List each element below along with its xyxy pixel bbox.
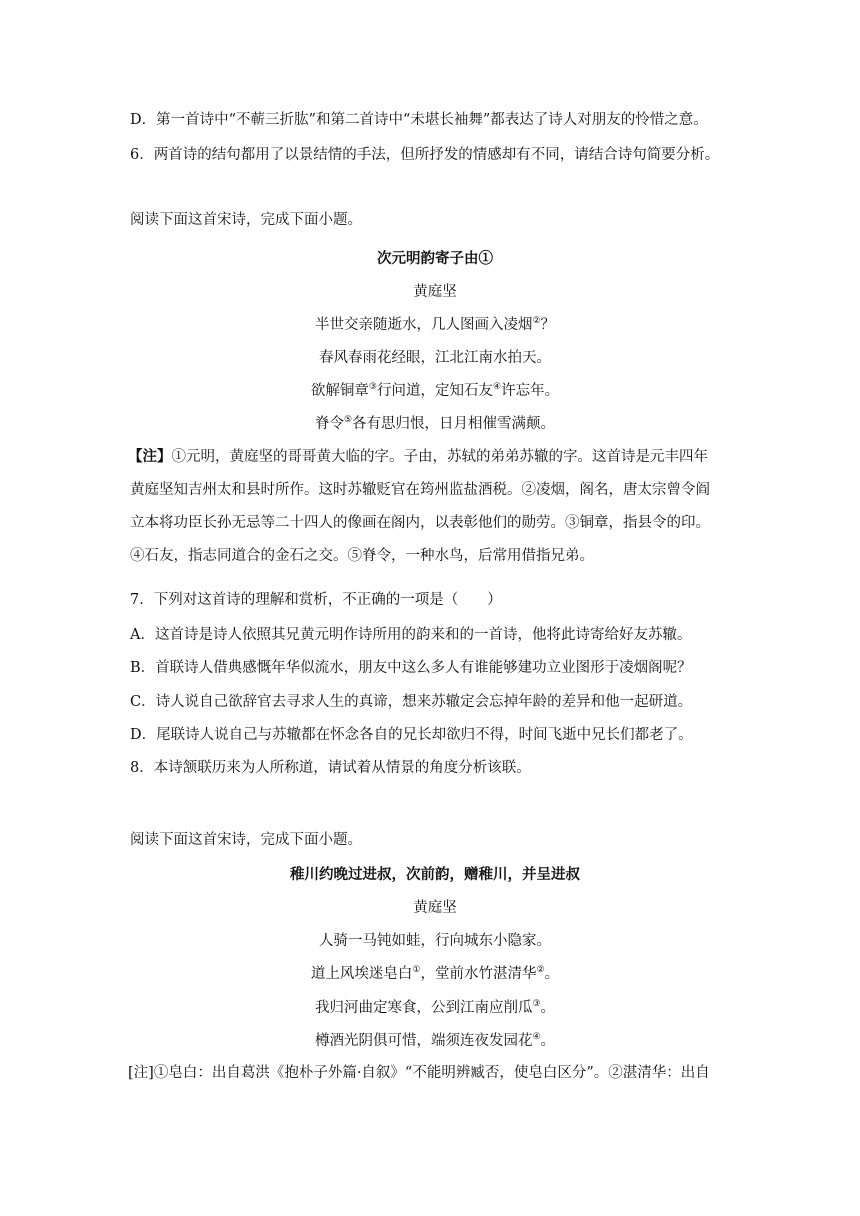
poem-line: 我归河曲定寒食，公到江南应削瓜③。 xyxy=(314,999,556,1016)
annotation: 【注】①元明，黄庭坚的哥哥黄大临的字。子由，苏轼的弟弟苏辙的字。这首诗是元丰四年 黄庭坚知吉州太和县时所作。这时苏辙贬官在筠州监盐酒税。②凌烟，阁名，唐太宗曾令阎 立本将功臣长孙无忌等二十四人的像画在阁内，以表彰他们的勋劳。③铜章，指县令的印。 ④石友，指志同道合的金石之交。⑤脊令，一种水鸟，后常用借指兄弟。 xyxy=(128,448,710,564)
note-label: 【注】 xyxy=(128,448,172,465)
poem-title: 次元明韵寄子由① xyxy=(377,250,493,267)
question-7-block xyxy=(130,590,693,778)
option-d: D．尾联诗人说自己与苏辙都在怀念各自的兄长却欲归不得，时间飞逝中兄长们都老了。 xyxy=(130,727,693,743)
poem-line: 半世交亲随逝水，几人图画入凌烟②？ xyxy=(314,316,556,333)
question-block-top xyxy=(130,110,740,165)
question-6: 6．两首诗的结句都用了以景结情的手法，但所抒发的情感却有不同，请结合诗句简要分析。 xyxy=(130,147,720,163)
poem-line: 人骑一马钝如蛙，行向城东小隐家。 xyxy=(319,933,551,949)
poem-line: 欲解铜章③行问道，定知石友④许忘年。 xyxy=(310,382,560,399)
option-d: D．第一首诗中“不蕲三折肱”和第二首诗中“未堪长袖舞”都表达了诗人对朋友的怜惜之意。 xyxy=(130,112,708,128)
poem-title: 稚川约晚过进叔，次前韵，赠稚川，并呈进叔 xyxy=(290,866,580,883)
question-7: 7．下列对这首诗的理解和赏析，不正确的一项是（ ） xyxy=(130,592,502,608)
question-8: 8．本诗颔联历来为人所称道，请试着从情景的角度分析该联。 xyxy=(130,760,531,776)
option-c: C．诗人说自己欲辞官去寻求人生的真谛，想来苏辙定会忘掉年龄的差异和他一起研道。 xyxy=(130,694,693,710)
option-b: B．首联诗人借典感慨年华似流水，朋友中这么多人有谁能够建功立业图形于凌烟阁呢？ xyxy=(130,660,692,676)
poem-line: 脊令⑤各有思归恨，日月相催雪满颠。 xyxy=(314,415,556,432)
option-a: A．这首诗是诗人依照其兄黄元明作诗所用的韵来和的一首诗，他将此诗寄给好友苏辙。 xyxy=(130,627,692,643)
annotation: [注]①皂白：出自葛洪《抱朴子外篇·自叙》“不能明辨臧否，使皂白区分”。②湛清华：出自 xyxy=(128,1065,710,1081)
poem-line: 樽酒光阴俱可惜，端须连夜发园花④。 xyxy=(314,1032,556,1049)
section-intro: 阅读下面这首宋诗，完成下面小题。 xyxy=(130,832,362,848)
poem-author: 黄庭坚 xyxy=(413,284,457,300)
poem-author: 黄庭坚 xyxy=(413,900,457,916)
poem-line: 春风春雨花经眼，江北江南水拍天。 xyxy=(319,350,551,366)
reading-section-2 xyxy=(130,830,740,1083)
reading-section-1 xyxy=(128,210,740,776)
poem-line: 道上风埃迷皂白①，堂前水竹湛清华②。 xyxy=(310,965,560,982)
section-intro: 阅读下面这首宋诗，完成下面小题。 xyxy=(130,212,362,228)
